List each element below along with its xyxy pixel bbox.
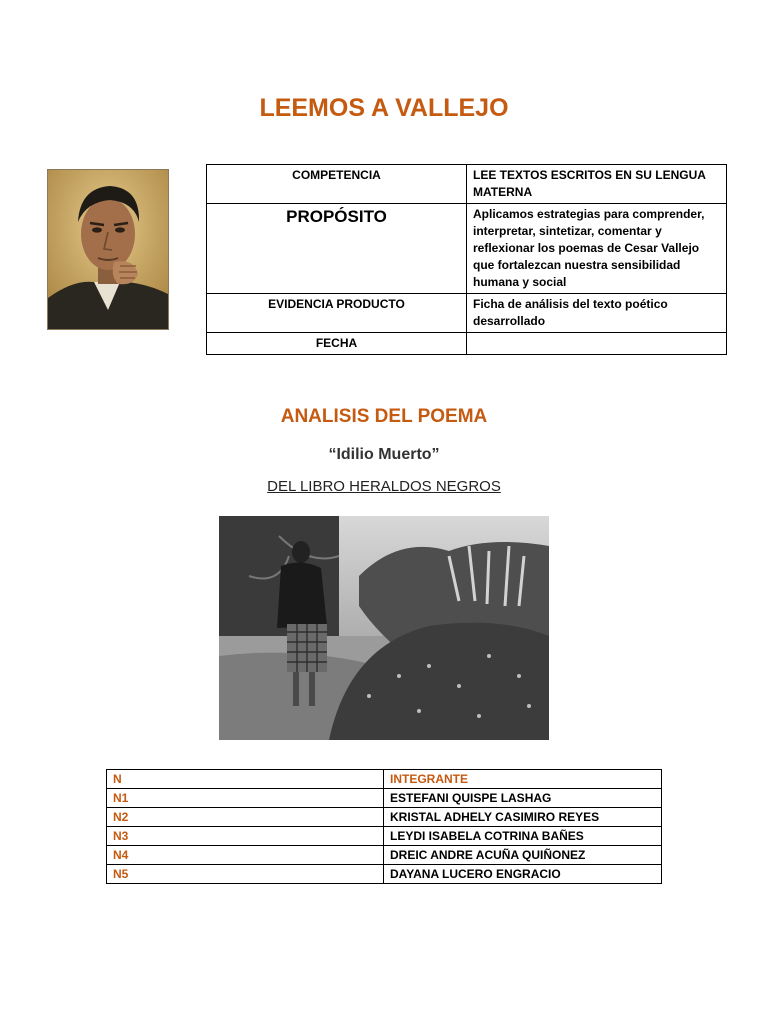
fecha-value (467, 333, 727, 355)
table-row (107, 827, 662, 846)
table-header-row (107, 770, 662, 789)
header-integrante: INTEGRANTE (384, 770, 662, 789)
vallejo-portrait (47, 169, 169, 330)
member-number: N4 (107, 846, 384, 865)
competencia-label: COMPETENCIA (207, 165, 467, 204)
evidencia-label: EVIDENCIA PRODUCTO (207, 294, 467, 333)
proposito-value: Aplicamos estrategias para comprender, interpretar, sintetizar, comentar y reflexionar los poemas de Cesar Vallejo que fortalezcan nuestra sensibilidad humana y social (467, 204, 727, 294)
competency-table (206, 164, 727, 355)
member-name: KRISTAL ADHELY CASIMIRO REYES (384, 808, 662, 827)
member-number: N3 (107, 827, 384, 846)
member-number: N2 (107, 808, 384, 827)
table-row (207, 204, 727, 294)
proposito-label: PROPÓSITO (207, 204, 467, 294)
table-row (207, 333, 727, 355)
book-title: DEL LIBRO HERALDOS NEGROS (267, 478, 501, 495)
poem-title: “Idilio Muerto” (328, 446, 440, 463)
fecha-label: FECHA (207, 333, 467, 355)
members-table (106, 769, 662, 884)
member-number: N1 (107, 789, 384, 808)
table-row (107, 808, 662, 827)
section-title: ANALISIS DEL POEMA (280, 406, 488, 427)
competencia-value: LEE TEXTOS ESCRITOS EN SU LENGUA MATERNA (467, 165, 727, 204)
evidencia-value: Ficha de análisis del texto poético desarrollado (467, 294, 727, 333)
table-row (207, 294, 727, 333)
table-row (107, 846, 662, 865)
page-title: LEEMOS A VALLEJO (259, 94, 509, 122)
table-row (107, 789, 662, 808)
poem-photo (219, 516, 549, 740)
header-n: N (107, 770, 384, 789)
photo-illustration (219, 516, 549, 740)
member-name: LEYDI ISABELA COTRINA BAÑES (384, 827, 662, 846)
member-name: ESTEFANI QUISPE LASHAG (384, 789, 662, 808)
member-name: DREIC ANDRE ACUÑA QUIÑONEZ (384, 846, 662, 865)
portrait-illustration (48, 170, 168, 329)
table-row (107, 865, 662, 884)
member-number: N5 (107, 865, 384, 884)
table-row (207, 165, 727, 204)
member-name: DAYANA LUCERO ENGRACIO (384, 865, 662, 884)
